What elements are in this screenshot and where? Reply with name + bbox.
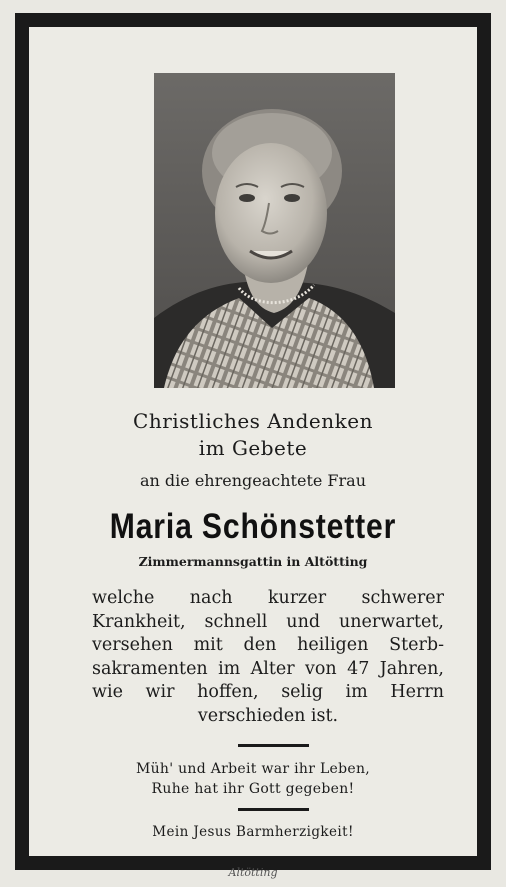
obituary-line: Krankheit, schnell und unerwartet, bbox=[92, 611, 444, 632]
obituary-line: welche nach kurzer schwerer bbox=[92, 588, 444, 608]
heading-line-2: im Gebete bbox=[198, 436, 308, 460]
verse-line-2: Ruhe hat ihr Gott gegeben! bbox=[151, 781, 355, 797]
obituary-line: sakramenten im Alter von 47 Jahren, bbox=[92, 658, 444, 679]
divider-rule bbox=[238, 744, 309, 747]
obituary-line: versehen mit den heiligen Sterb- bbox=[92, 635, 444, 655]
portrait-photo bbox=[154, 73, 395, 388]
obituary-line: verschieden ist. bbox=[197, 705, 339, 726]
portrait-image bbox=[154, 73, 395, 388]
heading-line-1: Christliches Andenken bbox=[133, 409, 373, 433]
closing-prayer: Mein Jesus Barmherzigkeit! bbox=[152, 824, 354, 840]
obituary-text bbox=[92, 587, 444, 728]
deceased-name: Maria Schönstetter bbox=[109, 507, 397, 546]
occupation-line: Zimmermannsgattin in Altötting bbox=[138, 554, 368, 569]
divider-rule bbox=[238, 808, 309, 811]
memorial-card bbox=[15, 13, 491, 870]
obituary-line: wie wir hoffen, selig im Herrn bbox=[92, 682, 444, 702]
verse-line-1: Müh' und Arbeit war ihr Leben, bbox=[135, 761, 371, 777]
printer-imprint: Altötting bbox=[228, 866, 278, 879]
intro-line: an die ehrengeachtete Frau bbox=[139, 471, 367, 490]
